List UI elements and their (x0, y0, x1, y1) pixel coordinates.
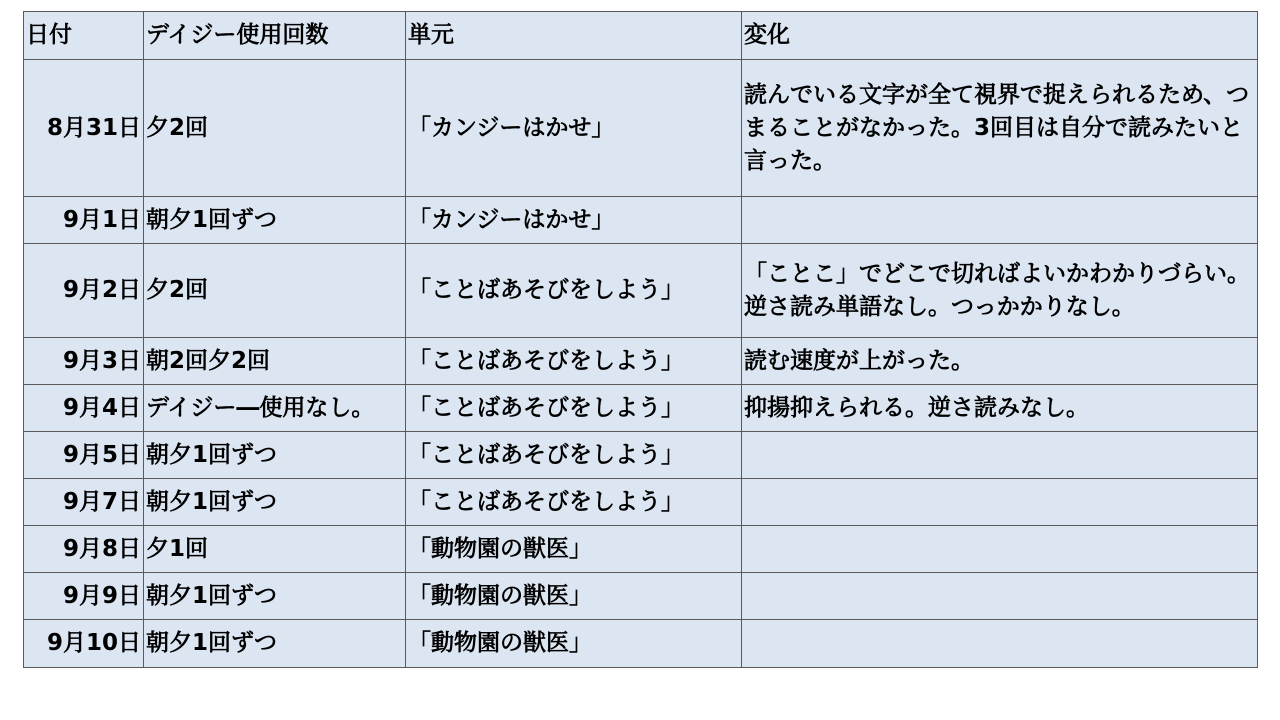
usage-log-table (23, 11, 1258, 668)
cell-date: 9月9日 (24, 573, 144, 620)
cell-date: 9月10日 (24, 620, 144, 668)
cell-usage: 朝夕1回ずつ (144, 479, 406, 526)
table-header-row (24, 12, 1258, 60)
cell-change: 抑揚抑えられる。逆さ読みなし。 (742, 385, 1258, 432)
cell-usage: デイジー―使用なし。 (144, 385, 406, 432)
table-row (24, 432, 1258, 479)
cell-usage: 朝夕1回ずつ (144, 573, 406, 620)
header-date: 日付 (24, 12, 144, 60)
cell-unit: 「動物園の獣医」 (406, 620, 742, 668)
cell-change (742, 432, 1258, 479)
cell-unit: 「ことばあそびをしよう」 (406, 338, 742, 385)
cell-unit: 「動物園の獣医」 (406, 526, 742, 573)
cell-usage: 夕2回 (144, 244, 406, 338)
cell-unit: 「動物園の獣医」 (406, 573, 742, 620)
cell-unit: 「ことばあそびをしよう」 (406, 479, 742, 526)
cell-usage: 朝夕1回ずつ (144, 197, 406, 244)
cell-date: 9月2日 (24, 244, 144, 338)
table-row (24, 573, 1258, 620)
table-row (24, 197, 1258, 244)
cell-date: 9月8日 (24, 526, 144, 573)
cell-usage: 朝夕1回ずつ (144, 432, 406, 479)
cell-usage: 夕2回 (144, 60, 406, 197)
cell-usage: 夕1回 (144, 526, 406, 573)
cell-date: 9月3日 (24, 338, 144, 385)
cell-change (742, 573, 1258, 620)
cell-unit: 「カンジーはかせ」 (406, 197, 742, 244)
cell-change (742, 526, 1258, 573)
cell-change: 読んでいる文字が全て視界で捉えられるため、つまることがなかった。3回目は自分で読みたいと言った。 (742, 60, 1258, 197)
header-change: 変化 (742, 12, 1258, 60)
cell-date: 8月31日 (24, 60, 144, 197)
cell-unit: 「ことばあそびをしよう」 (406, 244, 742, 338)
cell-date: 9月7日 (24, 479, 144, 526)
cell-change (742, 620, 1258, 668)
cell-date: 9月5日 (24, 432, 144, 479)
table-row (24, 385, 1258, 432)
cell-change (742, 479, 1258, 526)
table-row (24, 620, 1258, 668)
cell-unit: 「ことばあそびをしよう」 (406, 385, 742, 432)
header-unit: 単元 (406, 12, 742, 60)
table-row (24, 244, 1258, 338)
table-row (24, 338, 1258, 385)
header-usage-count: デイジー使用回数 (144, 12, 406, 60)
table-row (24, 526, 1258, 573)
table-row (24, 60, 1258, 197)
table-row (24, 479, 1258, 526)
cell-usage: 朝2回夕2回 (144, 338, 406, 385)
cell-change: 読む速度が上がった。 (742, 338, 1258, 385)
cell-unit: 「ことばあそびをしよう」 (406, 432, 742, 479)
data-table-container (23, 11, 1258, 668)
cell-unit: 「カンジーはかせ」 (406, 60, 742, 197)
cell-date: 9月4日 (24, 385, 144, 432)
cell-usage: 朝夕1回ずつ (144, 620, 406, 668)
cell-change (742, 197, 1258, 244)
cell-change: 「ことこ」でどこで切ればよいかわかりづらい。逆さ読み単語なし。つっかかりなし。 (742, 244, 1258, 338)
cell-date: 9月1日 (24, 197, 144, 244)
